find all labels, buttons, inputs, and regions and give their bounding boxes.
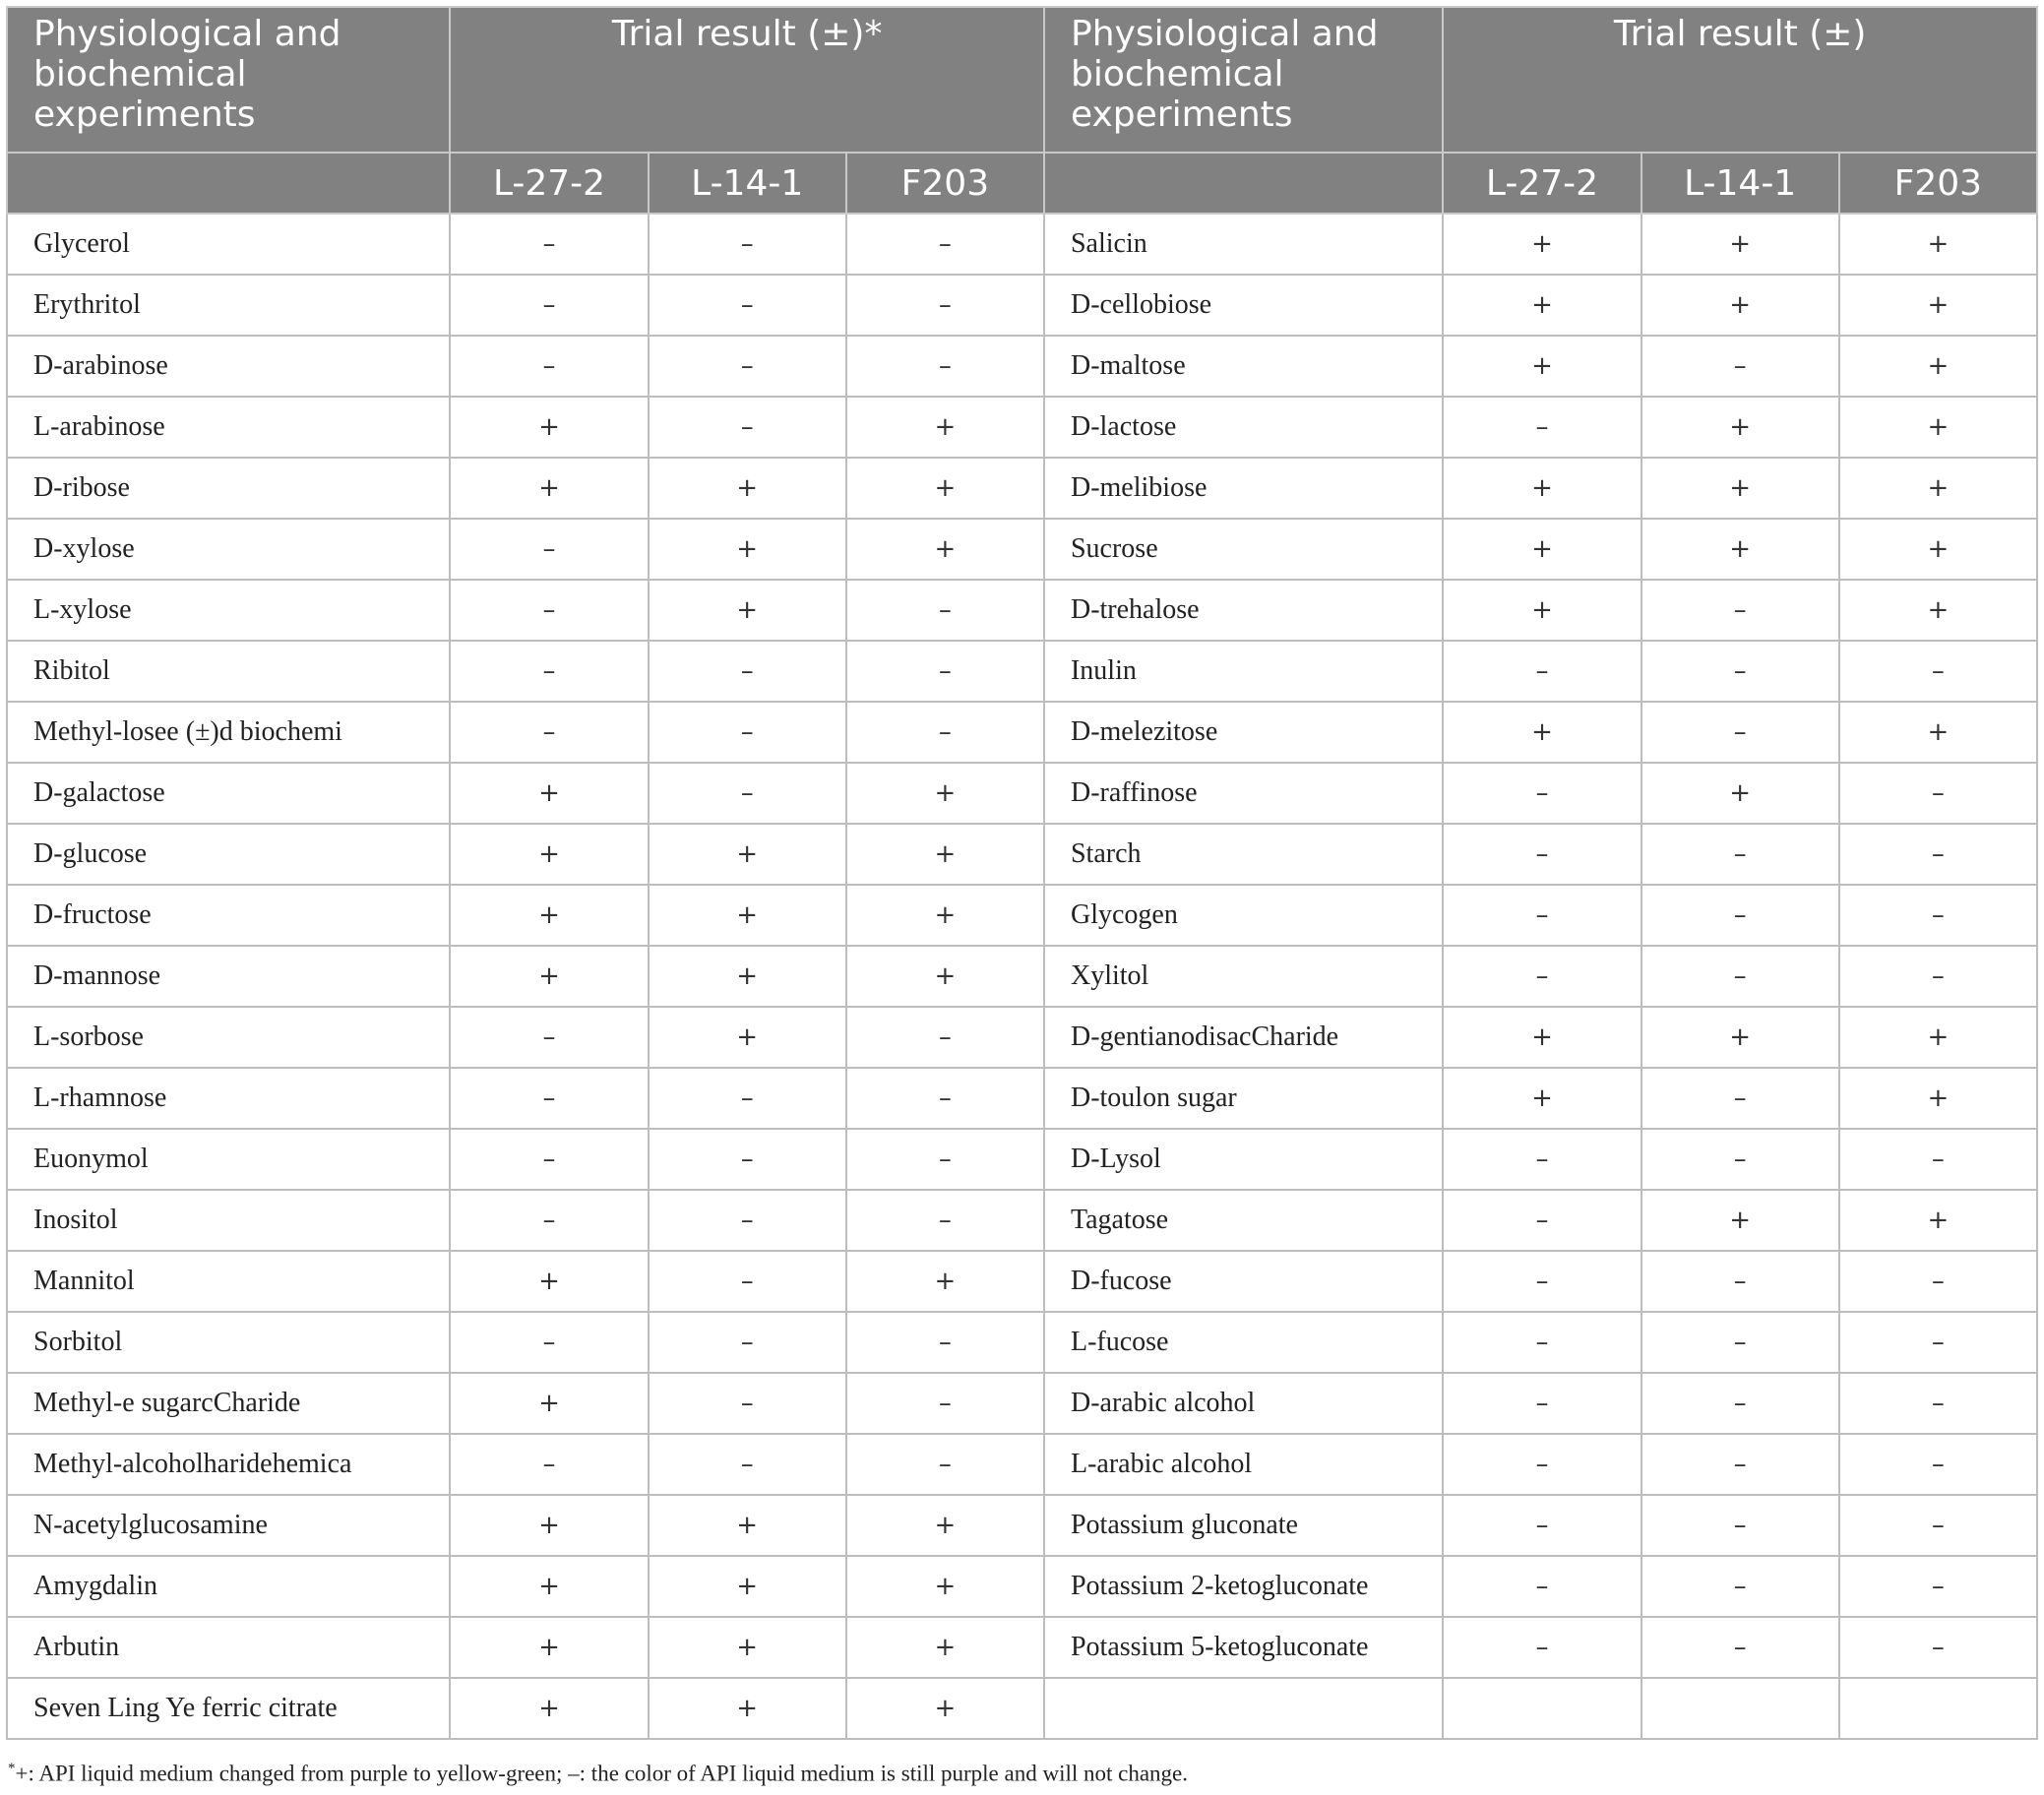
left-result-f203: – [846,641,1044,702]
left-result-l14-1: – [649,275,846,336]
table-row [7,641,2037,702]
right-result-f203: – [1839,1129,2037,1190]
table-footnote [8,1761,1188,1787]
left-result-l14-1: – [649,702,846,763]
header-trial-result-right: Trial result (±) [1443,7,2037,153]
left-result-f203: – [846,1373,1044,1434]
left-experiment-name: Euonymol [7,1129,450,1190]
left-result-l14-1: – [649,1312,846,1373]
right-result-l14-1: – [1641,336,1839,397]
right-result-l14-1: – [1641,1434,1839,1495]
left-result-l27-2: + [450,1251,648,1312]
left-result-l27-2: + [450,763,648,824]
left-experiment-name: Sorbitol [7,1312,450,1373]
left-result-f203: – [846,1190,1044,1251]
table-row [7,580,2037,641]
left-result-l27-2: – [450,1007,648,1068]
footnote-text: +: API liquid medium changed from purple to yellow-green; –: the color of API liquid medium is still purple and will not change. [15,1761,1189,1786]
left-result-f203: – [846,1434,1044,1495]
right-result-l27-2: – [1443,1312,1641,1373]
right-experiment-name: Salicin [1044,214,1443,275]
left-experiment-name: D-fructose [7,885,450,946]
table-row [7,1678,2037,1739]
left-experiment-name: Seven Ling Ye ferric citrate [7,1678,450,1739]
biochemical-results-table [6,6,2038,1740]
table-row [7,1617,2037,1678]
left-result-l27-2: + [450,885,648,946]
left-result-l27-2: + [450,1495,648,1556]
right-result-l14-1: – [1641,885,1839,946]
left-result-l27-2: – [450,1129,648,1190]
right-experiment-name: D-toulon sugar [1044,1068,1443,1129]
right-experiment-name: D-raffinose [1044,763,1443,824]
right-result-l27-2: – [1443,1190,1641,1251]
table-row [7,1129,2037,1190]
left-experiment-name: D-ribose [7,458,450,519]
right-result-l27-2: – [1443,763,1641,824]
left-result-l27-2: – [450,336,648,397]
left-experiment-name: Erythritol [7,275,450,336]
left-result-l14-1: + [649,519,846,580]
right-result-l14-1: – [1641,1495,1839,1556]
left-result-l14-1: + [649,885,846,946]
table-body [7,214,2037,1739]
right-result-l14-1: – [1641,1373,1839,1434]
right-result-l14-1: + [1641,1190,1839,1251]
table-row [7,214,2037,275]
left-result-f203: – [846,1068,1044,1129]
left-result-l14-1: + [649,1007,846,1068]
right-result-l14-1: – [1641,1312,1839,1373]
right-experiment-name: D-melibiose [1044,458,1443,519]
right-result-f203: + [1839,1068,2037,1129]
right-result-f203: – [1839,641,2037,702]
left-result-l14-1: + [649,458,846,519]
right-result-l27-2: – [1443,1495,1641,1556]
right-result-l27-2: + [1443,1007,1641,1068]
right-result-f203: – [1839,1617,2037,1678]
right-result-f203: + [1839,336,2037,397]
left-result-f203: – [846,214,1044,275]
right-result-f203: – [1839,763,2037,824]
left-result-f203: + [846,397,1044,458]
header-strain-l14-1-left: L-14-1 [649,153,846,214]
right-result-l14-1: + [1641,458,1839,519]
right-result-f203: + [1839,1007,2037,1068]
right-result-f203: – [1839,824,2037,885]
left-result-f203: – [846,702,1044,763]
table-row [7,824,2037,885]
table-row [7,519,2037,580]
left-result-f203: + [846,763,1044,824]
right-experiment-name: D-arabic alcohol [1044,1373,1443,1434]
left-experiment-name: L-sorbose [7,1007,450,1068]
right-result-f203: + [1839,519,2037,580]
left-experiment-name: Amygdalin [7,1556,450,1617]
left-result-f203: – [846,275,1044,336]
left-result-l14-1: + [649,946,846,1007]
left-result-l27-2: – [450,641,648,702]
left-result-f203: – [846,580,1044,641]
right-experiment-name: L-arabic alcohol [1044,1434,1443,1495]
table-row [7,946,2037,1007]
left-result-l27-2: – [450,1312,648,1373]
table-row [7,397,2037,458]
left-result-l14-1: – [649,641,846,702]
right-result-f203: + [1839,275,2037,336]
right-experiment-name: Potassium 2-ketogluconate [1044,1556,1443,1617]
right-result-l27-2: – [1443,397,1641,458]
right-result-l27-2: – [1443,1556,1641,1617]
right-result-l14-1: – [1641,824,1839,885]
left-result-f203: + [846,1617,1044,1678]
header-strain-l27-2-left: L-27-2 [450,153,648,214]
right-result-l27-2: – [1443,885,1641,946]
left-experiment-name: Arbutin [7,1617,450,1678]
left-result-l14-1: + [649,1617,846,1678]
left-result-f203: – [846,1007,1044,1068]
right-result-f203: + [1839,214,2037,275]
left-result-l14-1: – [649,214,846,275]
left-result-l27-2: + [450,1617,648,1678]
left-result-l27-2: – [450,702,648,763]
left-result-f203: + [846,519,1044,580]
left-result-f203: + [846,1251,1044,1312]
table-row [7,1190,2037,1251]
right-result-l27-2: + [1443,519,1641,580]
right-result-f203: + [1839,702,2037,763]
right-experiment-name: Glycogen [1044,885,1443,946]
right-experiment-name: Tagatose [1044,1190,1443,1251]
left-result-f203: + [846,824,1044,885]
right-experiment-name: Starch [1044,824,1443,885]
right-experiment-name: D-lactose [1044,397,1443,458]
left-result-l14-1: + [649,580,846,641]
left-experiment-name: L-rhamnose [7,1068,450,1129]
right-result-l27-2: + [1443,336,1641,397]
right-experiment-name: L-fucose [1044,1312,1443,1373]
left-result-l27-2: + [450,458,648,519]
right-result-l27-2: – [1443,1251,1641,1312]
left-experiment-name: N-acetylglucosamine [7,1495,450,1556]
right-result-l27-2: – [1443,946,1641,1007]
right-experiment-name: Potassium gluconate [1044,1495,1443,1556]
left-result-f203: + [846,946,1044,1007]
right-result-l27-2: – [1443,1373,1641,1434]
left-result-l14-1: + [649,824,846,885]
left-experiment-name: Inositol [7,1190,450,1251]
left-result-l27-2: + [450,1678,648,1739]
right-result-l27-2: + [1443,458,1641,519]
table-header [7,7,2037,214]
right-result-l14-1: – [1641,1068,1839,1129]
left-result-f203: + [846,1556,1044,1617]
right-result-f203: – [1839,1312,2037,1373]
header-experiments-left: Physiological and biochemical experiments [7,7,450,153]
left-result-f203: + [846,1495,1044,1556]
right-result-l14-1: – [1641,1617,1839,1678]
right-result-l14-1: – [1641,1251,1839,1312]
left-result-l14-1: – [649,1129,846,1190]
left-experiment-name: D-arabinose [7,336,450,397]
header-strain-l27-2-right: L-27-2 [1443,153,1641,214]
footnote-marker: * [8,1761,16,1776]
right-result-l27-2: – [1443,1129,1641,1190]
right-experiment-name: D-maltose [1044,336,1443,397]
left-experiment-name: Methyl-e sugarcCharide [7,1373,450,1434]
right-result-l14-1: + [1641,1007,1839,1068]
right-result-l27-2: – [1443,641,1641,702]
right-result-l27-2: – [1443,1617,1641,1678]
right-experiment-name: Potassium 5-ketogluconate [1044,1617,1443,1678]
right-result-l27-2: + [1443,702,1641,763]
right-result-f203: + [1839,580,2037,641]
left-result-l14-1: – [649,1068,846,1129]
left-result-l27-2: + [450,397,648,458]
left-result-l14-1: – [649,763,846,824]
left-result-l27-2: – [450,519,648,580]
left-experiment-name: D-xylose [7,519,450,580]
right-experiment-name: D-Lysol [1044,1129,1443,1190]
right-result-l14-1: – [1641,946,1839,1007]
left-result-l27-2: – [450,1190,648,1251]
table-row [7,763,2037,824]
right-result-l14-1: + [1641,275,1839,336]
table-row [7,1251,2037,1312]
left-result-l27-2: + [450,1556,648,1617]
left-experiment-name: Glycerol [7,214,450,275]
right-experiment-name: D-trehalose [1044,580,1443,641]
right-result-l27-2: – [1443,824,1641,885]
right-result-l27-2: + [1443,580,1641,641]
right-result-l14-1: + [1641,763,1839,824]
table-row [7,702,2037,763]
right-result-f203: – [1839,1556,2037,1617]
left-result-l27-2: – [450,214,648,275]
table-row [7,1495,2037,1556]
left-result-l27-2: – [450,580,648,641]
left-result-f203: + [846,458,1044,519]
right-result-l27-2: + [1443,1068,1641,1129]
header-strain-l14-1-right: L-14-1 [1641,153,1839,214]
left-result-l27-2: + [450,1373,648,1434]
right-experiment-name: D-fucose [1044,1251,1443,1312]
table-row [7,1373,2037,1434]
right-result-f203 [1839,1678,2037,1739]
left-experiment-name: D-glucose [7,824,450,885]
left-result-l27-2: + [450,946,648,1007]
left-result-f203: – [846,1129,1044,1190]
left-result-l14-1: + [649,1556,846,1617]
right-experiment-name: Xylitol [1044,946,1443,1007]
table-row [7,336,2037,397]
right-experiment-name: D-cellobiose [1044,275,1443,336]
right-result-l14-1: + [1641,519,1839,580]
right-result-f203: – [1839,1495,2037,1556]
left-result-l14-1: – [649,336,846,397]
table-row [7,275,2037,336]
left-result-f203: + [846,885,1044,946]
right-result-l14-1: – [1641,580,1839,641]
left-result-l14-1: – [649,1251,846,1312]
table-row [7,458,2037,519]
header-strain-f203-right: F203 [1839,153,2037,214]
left-result-l27-2: – [450,1068,648,1129]
left-experiment-name: Methyl-losee (±)d biochemi [7,702,450,763]
table-row [7,1068,2037,1129]
left-result-f203: + [846,1678,1044,1739]
table-row [7,1007,2037,1068]
right-result-f203: – [1839,885,2037,946]
left-result-f203: – [846,1312,1044,1373]
left-result-l14-1: + [649,1678,846,1739]
left-experiment-name: Ribitol [7,641,450,702]
left-experiment-name: Mannitol [7,1251,450,1312]
left-result-l14-1: + [649,1495,846,1556]
right-result-l27-2: – [1443,1434,1641,1495]
table-row [7,885,2037,946]
header-row-titles [7,7,2037,153]
header-strain-f203-left: F203 [846,153,1044,214]
right-experiment-name: Inulin [1044,641,1443,702]
right-experiment-name: D-gentianodisacCharide [1044,1007,1443,1068]
table-row [7,1556,2037,1617]
right-result-l14-1: + [1641,214,1839,275]
left-result-l14-1: – [649,397,846,458]
right-result-l27-2: + [1443,214,1641,275]
right-result-l27-2: + [1443,275,1641,336]
right-result-l14-1: – [1641,702,1839,763]
right-result-f203: – [1839,1373,2037,1434]
header-row-strains [7,153,2037,214]
left-result-l27-2: + [450,824,648,885]
right-result-f203: + [1839,1190,2037,1251]
right-result-l14-1 [1641,1678,1839,1739]
left-experiment-name: D-galactose [7,763,450,824]
header-trial-result-left: Trial result (±)* [450,7,1044,153]
right-result-f203: – [1839,946,2037,1007]
table-row [7,1312,2037,1373]
right-result-l14-1: – [1641,1556,1839,1617]
right-experiment-name: Sucrose [1044,519,1443,580]
right-result-f203: + [1839,458,2037,519]
left-experiment-name: L-xylose [7,580,450,641]
results-table-container [6,6,2038,1740]
right-result-f203: – [1839,1434,2037,1495]
left-result-l14-1: – [649,1190,846,1251]
right-result-l14-1: – [1641,641,1839,702]
header-blank-right [1044,153,1443,214]
right-experiment-name [1044,1678,1443,1739]
right-result-l14-1: – [1641,1129,1839,1190]
left-experiment-name: Methyl-alcoholharidehemica [7,1434,450,1495]
header-blank-left [7,153,450,214]
right-result-l14-1: + [1641,397,1839,458]
left-result-l14-1: – [649,1373,846,1434]
left-experiment-name: L-arabinose [7,397,450,458]
left-result-l14-1: – [649,1434,846,1495]
right-result-f203: – [1839,1251,2037,1312]
left-experiment-name: D-mannose [7,946,450,1007]
right-experiment-name: D-melezitose [1044,702,1443,763]
header-experiments-right: Physiological and biochemical experiments [1044,7,1443,153]
right-result-l27-2 [1443,1678,1641,1739]
left-result-l27-2: – [450,275,648,336]
table-row [7,1434,2037,1495]
left-result-l27-2: – [450,1434,648,1495]
left-result-f203: – [846,336,1044,397]
right-result-f203: + [1839,397,2037,458]
